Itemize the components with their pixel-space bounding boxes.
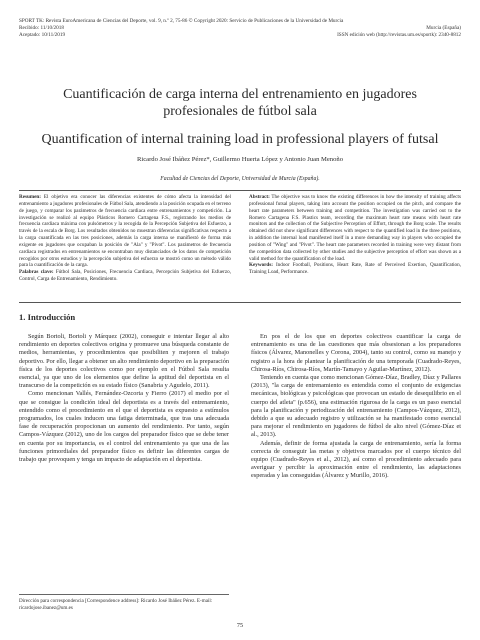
keywords-en-text: Indoor Football, Positions, Heart Rate, Rate of Perceived Exertion, Quantification, Training Load, Performance. [249,262,461,276]
keywords-es-text: Fútbol Sala, Posiciones, Frecuencia Cardiaca, Percepción Subjetiva del Esfuerzo, Control, Carga de Entrenamiento, Rendimiento. [19,269,231,283]
abstract-en-label: Abstract: [249,194,270,200]
footnote-rule [19,594,229,595]
abstract-es-label: Resumen: [19,194,41,200]
authors: Ricardo José Ibáñez Pérez*, Guillermo Huerta López y Antonio Juan Menoño [137,156,343,163]
body-column-right [251,333,461,481]
issn-line: ISSN edición web (http://revistas.um.es/sportk): 2340-8812 [337,31,461,38]
title-spanish: Cuantificación de carga interna del entrenamiento en jugadores profesionales de fútbol sala [63,87,417,119]
paragraph: Como mencionan Vallés, Fernández-Ozcorta y Fierro (2017) el medio por el que se consigue la condición ideal del deportista es a través del entrenamiento, entendido como el procedimiento en el que el deportista es expuesto a estímulos programados, los cuales inducen una fatiga determinada, que tras una adecuada fase de recuperación propocionan un aumento del rendimiento. Por tanto, según Campos-Vázquez (2012), uno de los cargos del preparador físico que se debe tener en cuenta por su importancia, es el control del entrenamiento ya que una de las funciones primordiales del preparador físico es definir las diferentes cargas de trabajo que provoquen y tenga un impacto de adaptación en el deportista. [19,390,229,464]
title-english: Quantification of internal training load in professional players of futsal [41,132,439,147]
body-column-left [19,333,229,464]
paragraph: Además, definir de forma ajustada la carga de entrenamiento, sería la forma correcta de conseguir las metas y objetivos marcados por el cuerpo técnico del equipo (Cuadrado-Reyes et al., 2012), así como el procedimiento adecuado para averiguar y percibir la aproximación entre el rendimiento, las adaptaciones esperadas y las conseguidas (Álvarez y Murillo, 2016). [251,439,461,480]
received-date: Recibido: 11/10/2018 [19,24,64,31]
keywords-en-label: Keywords: [249,262,273,269]
publisher-location: Murcia (España) [426,24,461,31]
section-heading: 1. Introducción [19,312,76,322]
keywords-es-label: Palabras clave: [19,269,54,276]
journal-citation: SPORT TK: Revista EuroAmericana de Ciencias del Deporte, vol. 9, n.º 2, 75-86 © Copyright 2020: Servicio de Publicaciones de la Universidad de Murcia [19,18,344,24]
paragraph: Teniendo en cuenta que como mencionan Gómez-Díaz, Bradley, Díaz y Pallares (2013), "la carga de entrenamiento es entendida como el conjunto de exigencias mecánicas, biológicas y psicológicas que provocan un estado de desequilibrio en el cuerpo del atleta" (p.656), una estimación rigurosa de la carga es un paso esencial para la planificación y periodización del entrenamiento (Campos-Vázquez, 2012), debido a que su adecuado registro y utilización se ha manifestado como esencial para mejorar el rendimiento en jugadores de fútbol de alto nivel (Gómez-Díaz et al., 2013). [251,374,461,439]
abstract-top-rule [19,190,461,191]
affiliation: Facultad de Ciencias del Deporte, Universidad de Murcia (España). [160,176,320,182]
abstract-spanish [19,194,231,283]
paragraph: Según Bortoli, Bortoli y Márquez (2002), conseguir e intentar llegar al alto rendimiento en deportes colectivos origina y promueve una búsqueda constante de medios, herramientas, y procedimientos que posibiliten y mejoren el trabajo deportivo. Por ello, llegar a obtener un alto rendimiento deportivo en la preparación física de los deportes colectivos como por ejemplo en el Fútbol Sala resulta esencial, ya que uno de los elementos que define la aptitud del deportista en el transcurso de la competición es su estado físico (Sanabria y Agudelo, 2011). [19,333,229,390]
abstract-english [249,194,461,276]
abstract-en-text: The objective was to know the existing differences in how the intensity of training affects professional futsal players, taking into account the position occupied on the pitch, and compare the heart rate parameters between training and competition. The investigation was carried out to the Romero Cartagena F.S. Plastics team, recording the maximum heart rate means with heart rate monitors and the collection of the Subjective Perception of Effort, through the Borg scale. The results obtained did not show significant differences with respect to the quantified load in the three positions, in addition the internal load manifested itself in a more demanding way in players who occupied the position of "Wing" and "Pivot". The heart rate parameters recorded in training were very distant from the competition data collected by other studies and the subjective perception of effort was shown as a valid method for the quantification of the load. [249,194,461,262]
correspondence-footnote: Dirección para correspondencia [Correspondence address]: Ricardo José Ibáñez Pérez. E-mail: ricardojose.ibanez@um.es [19,598,213,612]
paragraph: En pos el de los que en deportes colectivos cuantificar la carga de entrenamiento es una de las cuestiones que más obsesionan a los preparadores físicos (Álvarez, Manonelles y Corona, 2004), tanto su control, como su manejo y registro a la hora de plantear la planificación de una temporada (Cuadrado-Reyes, Chirosa-Ríos, Chirosa-Ríos, Martín-Tamayo y Aguilar-Martínez, 2012). [251,333,461,373]
page-number: 75 [236,622,244,629]
abstract-bottom-rule [19,302,461,303]
journal-header [19,18,461,38]
accepted-date: Aceptado: 10/11/2019 [19,31,66,38]
abstract-es-text: El objetivo era conocer las diferencias existentes de cómo afecta la intensidad del entrenamiento a jugadores profesionales de Fútbol Sala, atendiendo a la posición ocupada en el terreno de juego, y comparar los parámetros de frecuencia cardiaca entre entrenamientos y competición. La investigación se realizó al equipo Plásticos Romero Cartagena F.S., registrando los medios de frecuencia cardiaca máxima con pulsómetros y la recogida de la Percepción Subjetiva del Esfuerzo, a través de la escala de Borg. Los resultados obtenidos no muestran diferencias significativas respecto a la carga cuantificada en las tres posiciones, además la carga interna se manifiestó de forma más exigente en jugadores que ocupaban la posición de "Ala" y "Pívot". Los parámetros de frecuencia cardiaca registrados en entrenamientos se encontraban muy distanciados de los datos de competición recogidos por otros estudios y la percepción subjetiva del esfuerzo se mostró como un método válido para la cuantificación de la carga. [19,194,231,269]
